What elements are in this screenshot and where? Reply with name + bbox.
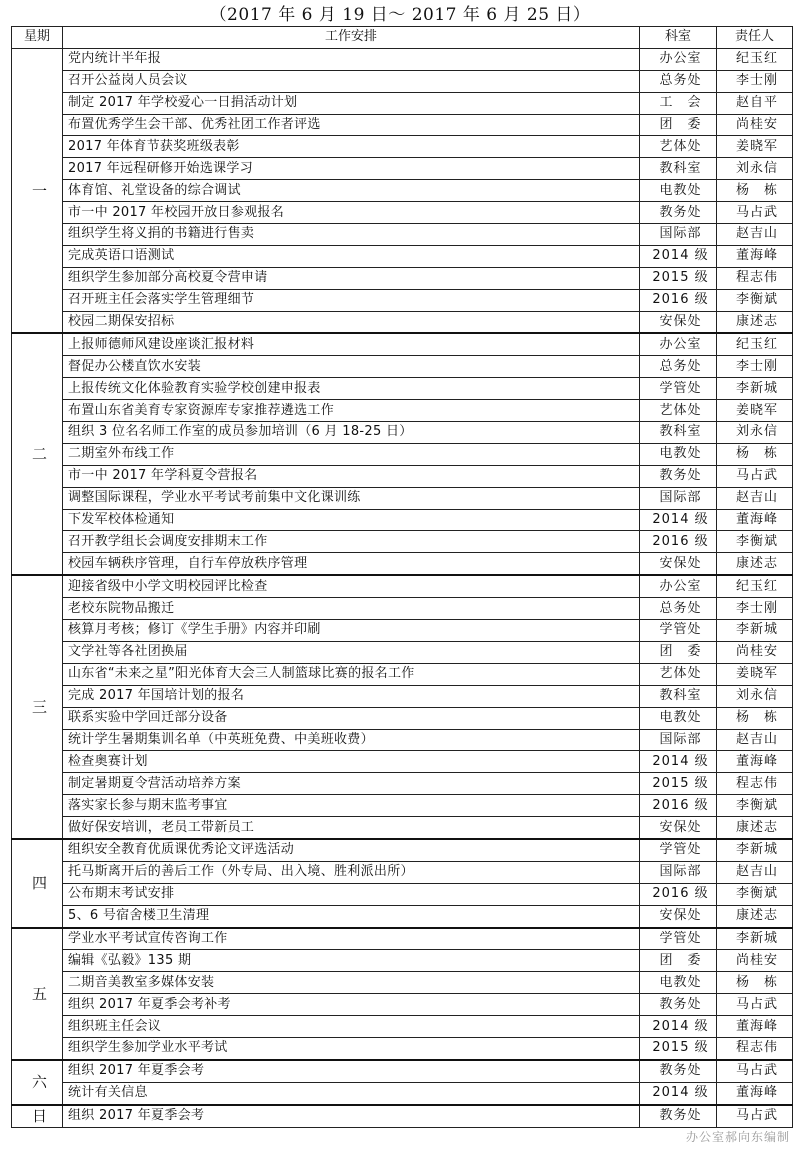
task-cell: 山东省“未来之星”阳光体育大会三人制篮球比赛的报名工作	[63, 663, 640, 685]
task-cell: 组织班主任会议	[63, 1016, 640, 1038]
dept-cell: 2016 级	[640, 289, 717, 311]
weekday-cell: 五	[12, 928, 63, 1060]
table-row	[12, 773, 793, 795]
owner-cell: 康述志	[717, 553, 793, 575]
table-row	[12, 465, 793, 487]
table-row	[12, 1016, 793, 1038]
dept-cell: 2016 级	[640, 795, 717, 817]
task-cell: 完成 2017 年国培计划的报名	[63, 685, 640, 707]
owner-cell: 李士刚	[717, 598, 793, 620]
dept-cell: 团 委	[640, 950, 717, 972]
task-cell: 托马斯离开后的善后工作（外专局、出入境、胜利派出所）	[63, 861, 640, 883]
table-row	[12, 663, 793, 685]
dept-cell: 教务处	[640, 1060, 717, 1082]
owner-cell: 李士刚	[717, 356, 793, 378]
table-row	[12, 950, 793, 972]
owner-cell: 马占武	[717, 1105, 793, 1127]
task-cell: 组织 2017 年夏季会考	[63, 1060, 640, 1082]
dept-cell: 国际部	[640, 224, 717, 246]
dept-cell: 2014 级	[640, 751, 717, 773]
table-row	[12, 245, 793, 267]
dept-cell: 总务处	[640, 70, 717, 92]
table-row	[12, 1105, 793, 1127]
task-cell: 检查奥赛计划	[63, 751, 640, 773]
owner-cell: 董海峰	[717, 1082, 793, 1104]
owner-cell: 姜晓军	[717, 663, 793, 685]
dept-cell: 办公室	[640, 48, 717, 70]
dept-cell: 安保处	[640, 905, 717, 927]
owner-cell: 李新城	[717, 378, 793, 400]
owner-cell: 李新城	[717, 928, 793, 950]
table-row	[12, 400, 793, 422]
schedule-date-range-title: （2017 年 6 月 19 日～ 2017 年 6 月 25 日）	[209, 5, 591, 25]
owner-cell: 康述志	[717, 817, 793, 839]
owner-cell: 尚桂安	[717, 950, 793, 972]
owner-cell: 杨 栋	[717, 707, 793, 729]
owner-cell: 董海峰	[717, 751, 793, 773]
compiler-credit: 办公室郝向东编制	[685, 1130, 790, 1144]
dept-cell: 教科室	[640, 685, 717, 707]
table-row	[12, 378, 793, 400]
owner-cell: 李衡斌	[717, 795, 793, 817]
table-row	[12, 92, 793, 114]
task-cell: 制定暑期夏令营活动培养方案	[63, 773, 640, 795]
table-row	[12, 575, 793, 597]
task-cell: 校园车辆秩序管理，自行车停放秩序管理	[63, 553, 640, 575]
table-row	[12, 553, 793, 575]
table-row	[12, 158, 793, 180]
header-task: 工作安排	[63, 27, 640, 49]
table-row	[12, 202, 793, 224]
task-cell: 做好保安培训，老员工带新员工	[63, 817, 640, 839]
dept-cell: 学管处	[640, 378, 717, 400]
owner-cell: 李衡斌	[717, 883, 793, 905]
dept-cell: 教科室	[640, 422, 717, 444]
table-row	[12, 817, 793, 839]
dept-cell: 2015 级	[640, 773, 717, 795]
owner-cell: 马占武	[717, 994, 793, 1016]
owner-cell: 杨 栋	[717, 443, 793, 465]
dept-cell: 团 委	[640, 641, 717, 663]
task-cell: 党内统计半年报	[63, 48, 640, 70]
table-row	[12, 905, 793, 927]
owner-cell: 赵吉山	[717, 224, 793, 246]
owner-cell: 纪玉红	[717, 575, 793, 597]
table-row	[12, 1082, 793, 1104]
task-cell: 组织 3 位名名师工作室的成员参加培训（6 月 18-25 日）	[63, 422, 640, 444]
task-cell: 组织学生将义捐的书籍进行售卖	[63, 224, 640, 246]
task-cell: 联系实验中学回迁部分设备	[63, 707, 640, 729]
table-row	[12, 620, 793, 642]
table-row	[12, 685, 793, 707]
owner-cell: 李士刚	[717, 70, 793, 92]
owner-cell: 尚桂安	[717, 114, 793, 136]
dept-cell: 办公室	[640, 333, 717, 355]
task-cell: 组织 2017 年夏季会考补考	[63, 994, 640, 1016]
dept-cell: 2014 级	[640, 245, 717, 267]
table-row	[12, 531, 793, 553]
dept-cell: 国际部	[640, 729, 717, 751]
dept-cell: 艺体处	[640, 400, 717, 422]
task-cell: 核算月考核；修订《学生手册》内容并印刷	[63, 620, 640, 642]
owner-cell: 李衡斌	[717, 531, 793, 553]
table-row	[12, 180, 793, 202]
owner-cell: 刘永信	[717, 158, 793, 180]
task-cell: 统计有关信息	[63, 1082, 640, 1104]
task-cell: 编辑《弘毅》135 期	[63, 950, 640, 972]
table-row	[12, 972, 793, 994]
task-cell: 2017 年远程研修开始选课学习	[63, 158, 640, 180]
owner-cell: 赵自平	[717, 92, 793, 114]
task-cell: 组织安全教育优质课优秀论文评选活动	[63, 839, 640, 861]
owner-cell: 刘永信	[717, 685, 793, 707]
task-cell: 上报师德师风建设座谈汇报材料	[63, 333, 640, 355]
table-row	[12, 928, 793, 950]
dept-cell: 教务处	[640, 1105, 717, 1127]
weekday-cell: 六	[12, 1060, 63, 1105]
dept-cell: 2014 级	[640, 1082, 717, 1104]
table-row	[12, 443, 793, 465]
weekday-cell: 四	[12, 839, 63, 928]
task-cell: 迎接省级中小学文明校园评比检查	[63, 575, 640, 597]
owner-cell: 马占武	[717, 465, 793, 487]
task-cell: 召开公益岗人员会议	[63, 70, 640, 92]
table-row	[12, 861, 793, 883]
task-cell: 组织学生参加部分高校夏令营申请	[63, 267, 640, 289]
task-cell: 完成英语口语测试	[63, 245, 640, 267]
owner-cell: 程志伟	[717, 773, 793, 795]
task-cell: 下发军校体检通知	[63, 509, 640, 531]
weekday-cell: 三	[12, 575, 63, 839]
task-cell: 学业水平考试宣传咨询工作	[63, 928, 640, 950]
table-row	[12, 311, 793, 333]
owner-cell: 姜晓军	[717, 136, 793, 158]
table-row	[12, 751, 793, 773]
task-cell: 上报传统文化体验教育实验学校创建申报表	[63, 378, 640, 400]
owner-cell: 赵吉山	[717, 487, 793, 509]
table-row	[12, 48, 793, 70]
dept-cell: 艺体处	[640, 663, 717, 685]
table-row	[12, 114, 793, 136]
owner-cell: 程志伟	[717, 267, 793, 289]
task-cell: 二期室外布线工作	[63, 443, 640, 465]
task-cell: 布置优秀学生会干部、优秀社团工作者评选	[63, 114, 640, 136]
table-row	[12, 729, 793, 751]
dept-cell: 电教处	[640, 707, 717, 729]
dept-cell: 学管处	[640, 928, 717, 950]
owner-cell: 康述志	[717, 311, 793, 333]
owner-cell: 董海峰	[717, 1016, 793, 1038]
owner-cell: 赵吉山	[717, 861, 793, 883]
dept-cell: 教务处	[640, 202, 717, 224]
task-cell: 召开班主任会落实学生管理细节	[63, 289, 640, 311]
dept-cell: 教务处	[640, 465, 717, 487]
task-cell: 老校东院物品搬迁	[63, 598, 640, 620]
owner-cell: 杨 栋	[717, 972, 793, 994]
dept-cell: 办公室	[640, 575, 717, 597]
dept-cell: 2015 级	[640, 1037, 717, 1059]
owner-cell: 董海峰	[717, 509, 793, 531]
table-row	[12, 267, 793, 289]
table-row	[12, 289, 793, 311]
table-row	[12, 641, 793, 663]
task-cell: 布置山东省美育专家资源库专家推荐遴选工作	[63, 400, 640, 422]
dept-cell: 国际部	[640, 861, 717, 883]
owner-cell: 马占武	[717, 1060, 793, 1082]
owner-cell: 李衡斌	[717, 289, 793, 311]
weekly-schedule-table	[11, 26, 793, 1128]
dept-cell: 安保处	[640, 311, 717, 333]
dept-cell: 电教处	[640, 972, 717, 994]
owner-cell: 姜晓军	[717, 400, 793, 422]
weekday-cell: 二	[12, 333, 63, 575]
task-cell: 文学社等各社团换届	[63, 641, 640, 663]
table-row	[12, 224, 793, 246]
dept-cell: 教科室	[640, 158, 717, 180]
table-row	[12, 994, 793, 1016]
table-row	[12, 136, 793, 158]
dept-cell: 总务处	[640, 356, 717, 378]
header-day: 星期	[12, 27, 63, 49]
table-row	[12, 839, 793, 861]
owner-cell: 赵吉山	[717, 729, 793, 751]
dept-cell: 2014 级	[640, 1016, 717, 1038]
schedule-body	[12, 48, 793, 1127]
owner-cell: 康述志	[717, 905, 793, 927]
task-cell: 督促办公楼直饮水安装	[63, 356, 640, 378]
dept-cell: 教务处	[640, 994, 717, 1016]
task-cell: 落实家长参与期末监考事宜	[63, 795, 640, 817]
dept-cell: 国际部	[640, 487, 717, 509]
table-row	[12, 1037, 793, 1059]
dept-cell: 安保处	[640, 553, 717, 575]
task-cell: 制定 2017 年学校爱心一日捐活动计划	[63, 92, 640, 114]
owner-cell: 李新城	[717, 620, 793, 642]
table-row	[12, 487, 793, 509]
weekday-cell: 一	[12, 48, 63, 333]
header-owner: 责任人	[717, 27, 793, 49]
owner-cell: 马占武	[717, 202, 793, 224]
task-cell: 市一中 2017 年校园开放日参观报名	[63, 202, 640, 224]
dept-cell: 学管处	[640, 620, 717, 642]
task-cell: 市一中 2017 年学科夏令营报名	[63, 465, 640, 487]
table-row	[12, 509, 793, 531]
task-cell: 调整国际课程，学业水平考试考前集中文化课训练	[63, 487, 640, 509]
weekday-cell: 日	[12, 1105, 63, 1127]
table-row	[12, 422, 793, 444]
dept-cell: 电教处	[640, 443, 717, 465]
dept-cell: 2016 级	[640, 531, 717, 553]
task-cell: 统计学生暑期集训名单（中英班免费、中美班收费）	[63, 729, 640, 751]
owner-cell: 刘永信	[717, 422, 793, 444]
owner-cell: 董海峰	[717, 245, 793, 267]
owner-cell: 纪玉红	[717, 333, 793, 355]
dept-cell: 2014 级	[640, 509, 717, 531]
task-cell: 体育馆、礼堂设备的综合调试	[63, 180, 640, 202]
dept-cell: 团 委	[640, 114, 717, 136]
dept-cell: 安保处	[640, 817, 717, 839]
dept-cell: 工 会	[640, 92, 717, 114]
task-cell: 校园二期保安招标	[63, 311, 640, 333]
owner-cell: 纪玉红	[717, 48, 793, 70]
owner-cell: 杨 栋	[717, 180, 793, 202]
owner-cell: 程志伟	[717, 1037, 793, 1059]
task-cell: 召开教学组长会调度安排期末工作	[63, 531, 640, 553]
task-cell: 公布期末考试安排	[63, 883, 640, 905]
dept-cell: 电教处	[640, 180, 717, 202]
table-row	[12, 356, 793, 378]
table-row	[12, 1060, 793, 1082]
table-row	[12, 70, 793, 92]
dept-cell: 2016 级	[640, 883, 717, 905]
dept-cell: 2015 级	[640, 267, 717, 289]
table-row	[12, 598, 793, 620]
task-cell: 组织 2017 年夏季会考	[63, 1105, 640, 1127]
table-header-row	[12, 27, 793, 49]
owner-cell: 尚桂安	[717, 641, 793, 663]
table-row	[12, 707, 793, 729]
dept-cell: 艺体处	[640, 136, 717, 158]
task-cell: 组织学生参加学业水平考试	[63, 1037, 640, 1059]
dept-cell: 总务处	[640, 598, 717, 620]
table-row	[12, 333, 793, 355]
dept-cell: 学管处	[640, 839, 717, 861]
table-row	[12, 795, 793, 817]
task-cell: 2017 年体育节获奖班级表彰	[63, 136, 640, 158]
header-dept: 科室	[640, 27, 717, 49]
task-cell: 5、6 号宿舍楼卫生清理	[63, 905, 640, 927]
owner-cell: 李新城	[717, 839, 793, 861]
table-row	[12, 883, 793, 905]
task-cell: 二期音美教室多媒体安装	[63, 972, 640, 994]
